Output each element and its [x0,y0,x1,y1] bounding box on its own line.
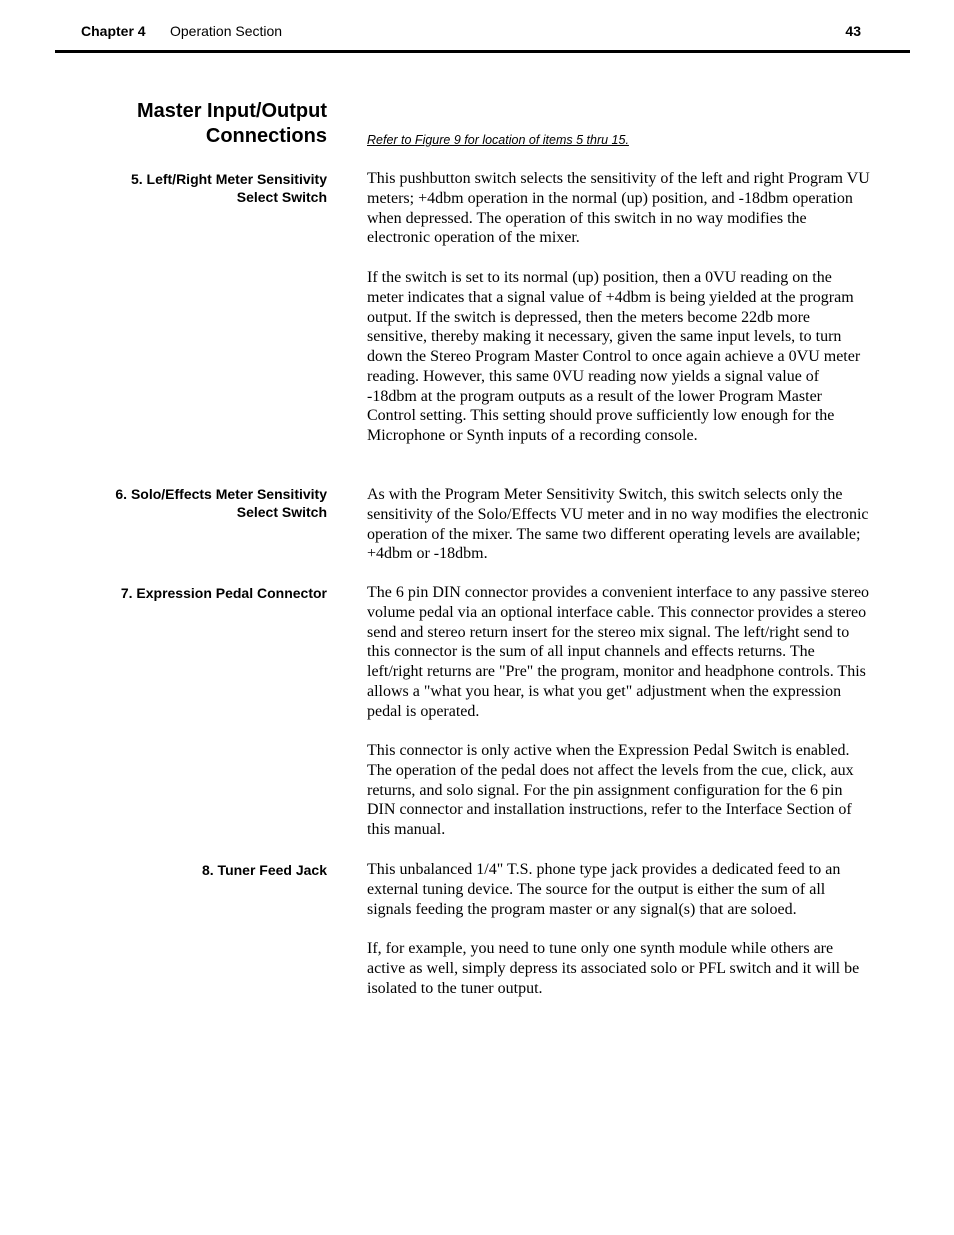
page-header [55,22,910,53]
item-5-label-line1: 5. Left/Right Meter Sensitivity [130,171,327,187]
item-5-label [37,170,327,206]
item-7-paragraph-1: The 6 pin DIN connector provides a convenient interface to any passive stereo volume pedal via an optional interface cable. This connector provides a stereo send and stereo return insert for the stereo mix signal. The left/right send to this connector is the sum of all input channels and effects returns. The left/right returns are "Pre" the program, monitor and headphone controls. This allows a "what you hear, is what you get" adjustment when the expression pedal is operated. [367,584,870,720]
page-number: 43 [845,23,861,39]
figure-reference-note: Refer to Figure 9 for location of items 5 thru 15. [367,133,629,147]
item-7-label-line1: 7. Expression Pedal Connector [120,585,327,601]
item-5-paragraph-2: If the switch is set to its normal (up) position, then a 0VU reading on the meter indicates that a signal value of +4dbm is being yielded at the program output. If the switch is depressed, then the meters become 22db more sensitive, thereby making it necessary, given the same input levels, to turn down the Stereo Program Master Control to once again achieve a 0VU meter reading. However, this same 0VU reading now yields a signal value of -18dbm at the program outputs as a result of the lower Program Master Control setting. This setting should prove sufficiently low enough for the Microphone or Synth inputs of a recording console. [367,269,861,444]
item-5-paragraph-1: This pushbutton switch selects the sensitivity of the left and right Program VU meters; +4dbm operation in the normal (up) position, and -18dbm operation when depressed. The operation of this switch in no way modifies the electronic operation of the mixer. [367,170,870,247]
section-label: Operation Section [170,23,283,39]
item-6-label [37,485,327,521]
section-title-line2: Connections [205,125,327,147]
item-8-label-line1: 8. Tuner Feed Jack [201,862,327,878]
item-6-label-line1: 6. Solo/Effects Meter Sensitivity [115,486,327,502]
item-5-label-line2: Select Switch [236,189,327,205]
item-8-paragraph-1: This unbalanced 1/4" T.S. phone type jack provides a dedicated feed to an external tuning device. The source for the output is either the sum of all signals feeding the program master or any signal(s) that are soloed. [367,861,841,918]
item-6-label-line2: Select Switch [236,504,327,520]
item-7-label [37,584,327,602]
section-title-line1: Master Input/Output [137,100,327,122]
chapter-label: Chapter 4 [81,23,146,39]
item-6-paragraph-1: As with the Program Meter Sensitivity Switch, this switch selects only the sensitivity of the Solo/Effects VU meter and in no way modifies the electronic operation of the mixer. The same two different operating levels are available; +4dbm or -18dbm. [367,486,869,563]
section-title [67,99,327,149]
item-8-label [37,861,327,879]
item-7-paragraph-2: This connector is only active when the Expression Pedal Switch is enabled. The operation of the pedal does not affect the levels from the cue, click, aux returns, and solo signal. For the pin assignment configuration for the 6 pin DIN connector and installation instructions, refer to the Interface Section of this manual. [367,742,854,838]
item-8-paragraph-2: If, for example, you need to tune only one synth module while others are active as well, simply depress its associated solo or PFL switch and it will be isolated to the tuner output. [367,940,860,997]
